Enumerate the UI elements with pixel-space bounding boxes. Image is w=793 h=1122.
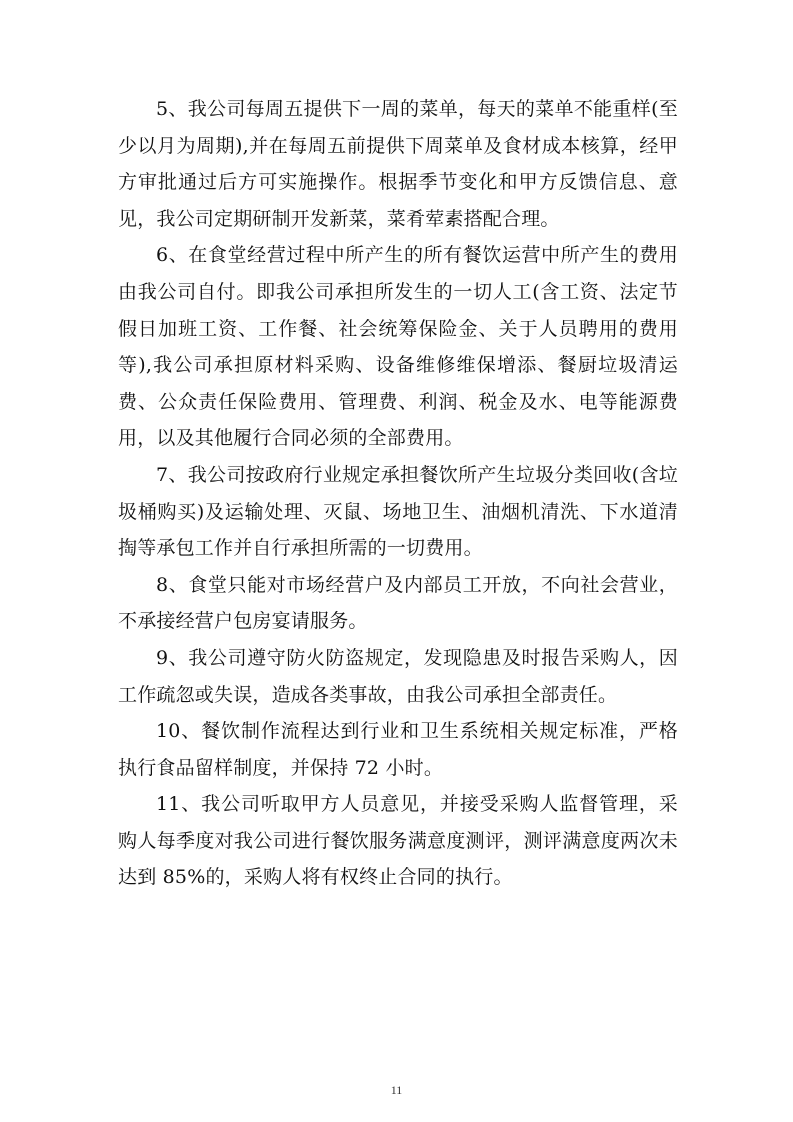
paragraph-item-8: 8、食堂只能对市场经营户及内部员工开放，不向社会营业，不承接经营户包房宴请服务。 — [118, 573, 678, 633]
paragraph-item-7: 7、我公司按政府行业规定承担餐饮所产生垃圾分类回收(含垃圾桶购买)及运输处理、灭鼠、场地卫生、油烟机清洗、下水道清掏等承包工作并自行承担所需的一切费用。 — [118, 463, 678, 560]
paragraph-item-10: 10、餐饮制作流程达到行业和卫生系统相关规定标准，严格执行食品留样制度，并保持 72 小时。 — [118, 720, 678, 779]
page-number: 11 — [390, 1083, 403, 1097]
paragraph-item-6: 6、在食堂经营过程中所产生的所有餐饮运营中所产生的费用由我公司自付。即我公司承担所发生的一切人工(含工资、法定节假日加班工资、工作餐、社会统筹保险金、关于人员聘用的费用等),我公司承担原材料采购、设备维修维保增添、餐厨垃圾清运费、公众责任保险费用、管理费、利润、税金及水、电等能源费用，以及其他履行合同必须的全部费用。 — [118, 244, 678, 450]
paragraph-item-11: 11、我公司听取甲方人员意见，并接受采购人监督管理，采购人每季度对我公司进行餐饮服务满意度测评，测评满意度两次未达到 85%的，采购人将有权终止合同的执行。 — [118, 793, 678, 889]
document-body — [118, 91, 678, 896]
paragraph-item-5: 5、我公司每周五提供下一周的菜单，每天的菜单不能重样(至少以月为周期),并在每周五前提供下周菜单及食材成本核算，经甲方审批通过后方可实施操作。根据季节变化和甲方反馈信息、意见，我公司定期研制开发新菜，菜肴荤素搭配合理。 — [118, 98, 678, 230]
paragraph-item-9: 9、我公司遵守防火防盗规定，发现隐患及时报告采购人，因工作疏忽或失误，造成各类事故，由我公司承担全部责任。 — [118, 646, 678, 706]
